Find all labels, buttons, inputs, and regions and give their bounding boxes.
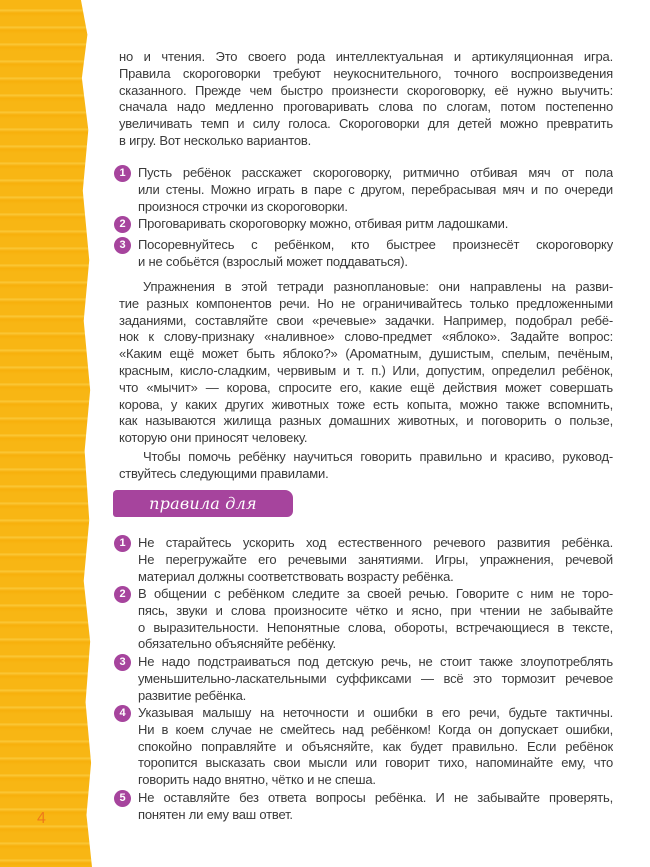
text-line: как называются жилища разных домашних животных, и поговорить о пользе, — [119, 413, 613, 429]
text-line: корова, у каких других животных тоже есть копыта, можно также вспомнить, — [119, 396, 613, 412]
text-line: Чтобы помочь ребёнку научиться говорить правильно и красиво, руковод- — [143, 449, 613, 464]
page-number: 4 — [37, 810, 46, 827]
rules-intro-paragraph — [119, 449, 613, 483]
text-line: спокойно поправляйте и объясняйте, как будет правильно. Если ребёнок — [138, 738, 613, 754]
decorative-yellow-stripe — [0, 0, 92, 867]
text-line: в игру. Вот несколько вариантов. — [119, 132, 311, 148]
text-line: Правила скороговорки требуют неукоснительного, точного воспроизведения — [119, 65, 613, 81]
list-number-badge: 4 — [114, 705, 131, 722]
text-line: уменьшительно-ласкательными суффиксами — всё это тормозит речевое — [138, 670, 613, 686]
list-number-badge: 3 — [114, 654, 131, 671]
intro-paragraph — [119, 49, 613, 150]
text-line: о выразительности. Непонятные слова, обороты, встречающиеся в тексте, — [138, 619, 613, 635]
text-line: красным, кисло-сладким, червивым и т. п.) Или, допустим, определил ребёнок, — [119, 362, 613, 378]
text-line: которую они приносят человеку. — [119, 430, 308, 446]
text-line: произнося строчки из скороговорки. — [138, 198, 348, 214]
text-line: Проговаривать скороговорку можно, отбивая ритм ладошками. — [138, 216, 509, 231]
text-line: Не перегружайте его речевыми занятиями. Игры, упражнения, речевой — [138, 551, 613, 567]
text-line: Не старайтесь ускорить ход естественного речевого развития ребёнка. — [138, 535, 613, 550]
text-line: Пусть ребёнок расскажет скороговорку, ритмично отбивая мяч от пола — [138, 165, 613, 180]
text-line: В общении с ребёнком следите за своей речью. Говорите с ним не торо- — [138, 586, 613, 601]
text-line: Посоревнуйтесь с ребёнком, кто быстрее произнесёт скороговорку — [138, 237, 613, 252]
list-number-badge: 2 — [114, 586, 131, 603]
list-item — [138, 586, 613, 653]
text-line: Упражнения в этой тетради разноплановые: они направлены на разви- — [143, 279, 613, 294]
text-line: говорить надо внятно, чётко и не спеша. — [138, 772, 376, 788]
list-item — [138, 237, 613, 271]
text-line: или стены. Можно играть в паре с другом, перебрасывая мяч и по очереди — [138, 181, 613, 197]
exercises-paragraph — [119, 279, 613, 447]
text-line: торопится высказать свои мысли или говорит тихо, напоминайте ему, что — [138, 755, 613, 771]
list-number-badge: 5 — [114, 790, 131, 807]
text-line: Не оставляйте без ответа вопросы ребёнка. И не забывайте проверять, — [138, 790, 613, 805]
text-line: развитие ребёнка. — [138, 687, 247, 703]
list-item — [138, 165, 613, 215]
text-line: «Каким ещё может быть яблоко?» (Ароматным, душистым, спелым, печёным, — [119, 346, 613, 362]
text-line: сначала надо медленно проговаривать слова по слогам, потом постепенно — [119, 99, 613, 115]
list-item — [138, 705, 613, 789]
text-line: но и чтения. Это своего рода интеллектуальная и артикуляционная игра. — [119, 49, 613, 64]
text-line: сказанного. Прежде чем быстро произнести скороговорку, её нужно выучить: — [119, 82, 613, 98]
text-line: ствуйтесь следующими правилами. — [119, 465, 329, 481]
list-item — [138, 654, 613, 704]
list-number-badge: 2 — [114, 216, 131, 233]
text-line: пясь, звуки и слова произносите чётко и ясно, при чтении не забывайте — [138, 602, 613, 618]
text-line: и не собьётся (взрослый может поддаваться). — [138, 253, 408, 269]
text-line: что «мычит» — корова, спросите его, какие ещё действия может совершать — [119, 379, 613, 395]
text-line: заданиями, составляйте свои «речевые» задачки. Например, подобрал ребё- — [119, 312, 613, 328]
text-line: материал должны соответствовать возрасту ребёнка. — [138, 568, 454, 584]
text-line: увеличивать темп и силу голоса. Скороговорки для детей можно превратить — [119, 116, 613, 132]
text-line: Ни в коем случае не смейтесь над ребёнком! Когда он допускает ошибки, — [138, 721, 613, 737]
section-heading-badge: правила для взрослых — [113, 490, 293, 517]
text-line: Указывая малышу на неточности и ошибки в его речи, будьте тактичны. — [138, 705, 613, 720]
text-line: обязательно объясняйте ребёнку. — [138, 636, 336, 652]
list-number-badge: 1 — [114, 165, 131, 182]
text-line: нок к слову-признаку «наливное» слово-предмет «яблоко». Задайте вопрос: — [119, 329, 613, 345]
list-number-badge: 3 — [114, 237, 131, 254]
list-item — [138, 216, 613, 233]
text-line: понятен ли ему ваш ответ. — [138, 806, 293, 822]
list-item — [138, 535, 613, 585]
list-item — [138, 790, 613, 824]
text-line: Не надо подстраиваться под детскую речь, не стоит также злоупотреблять — [138, 654, 613, 669]
list-number-badge: 1 — [114, 535, 131, 552]
text-line: тие разных компонентов речи. Но не ограничивайтесь только предложенными — [119, 295, 613, 311]
